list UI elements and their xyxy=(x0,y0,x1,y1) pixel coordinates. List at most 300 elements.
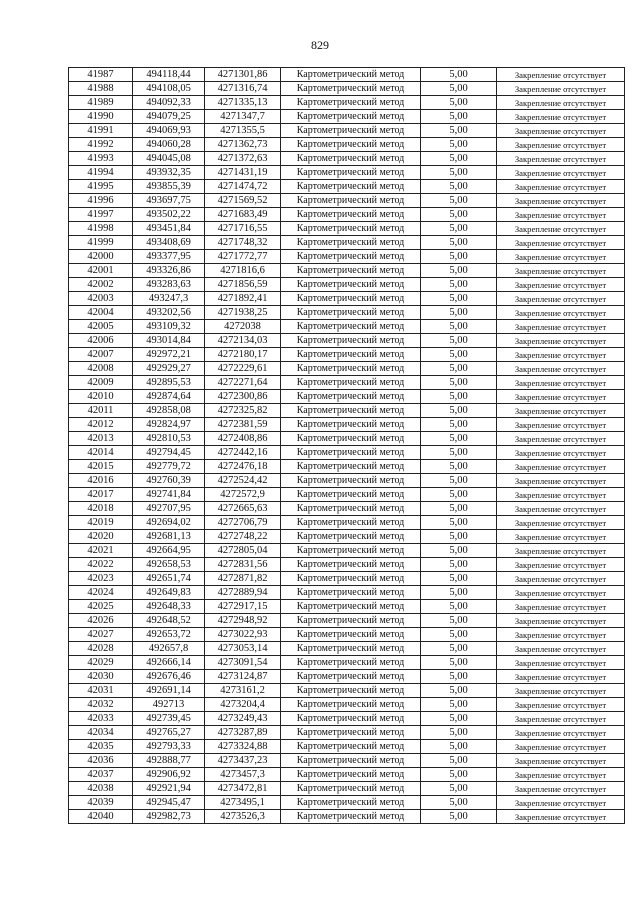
point-number-cell: 42030 xyxy=(69,670,133,684)
y-coordinate-cell: 4272871,82 xyxy=(205,572,281,586)
point-number-cell: 42022 xyxy=(69,558,133,572)
y-coordinate-cell: 4271335,13 xyxy=(205,96,281,110)
accuracy-cell: 5,00 xyxy=(421,656,497,670)
table-row xyxy=(69,124,625,138)
x-coordinate-cell: 493855,39 xyxy=(133,180,205,194)
y-coordinate-cell: 4271892,41 xyxy=(205,292,281,306)
method-cell: Картометрический метод xyxy=(281,376,421,390)
point-number-cell: 41987 xyxy=(69,68,133,82)
point-number-cell: 42019 xyxy=(69,516,133,530)
accuracy-cell: 5,00 xyxy=(421,82,497,96)
point-number-cell: 41989 xyxy=(69,96,133,110)
coordinates-table xyxy=(68,67,625,824)
y-coordinate-cell: 4271856,59 xyxy=(205,278,281,292)
method-cell: Картометрический метод xyxy=(281,628,421,642)
y-coordinate-cell: 4272805,04 xyxy=(205,544,281,558)
method-cell: Картометрический метод xyxy=(281,222,421,236)
table-row xyxy=(69,152,625,166)
fixation-cell: Закрепление отсутствует xyxy=(497,306,625,320)
table-row xyxy=(69,320,625,334)
method-cell: Картометрический метод xyxy=(281,110,421,124)
method-cell: Картометрический метод xyxy=(281,488,421,502)
y-coordinate-cell: 4272325,82 xyxy=(205,404,281,418)
table-row xyxy=(69,96,625,110)
x-coordinate-cell: 492713 xyxy=(133,698,205,712)
y-coordinate-cell: 4271938,25 xyxy=(205,306,281,320)
y-coordinate-cell: 4272134,03 xyxy=(205,334,281,348)
point-number-cell: 42021 xyxy=(69,544,133,558)
accuracy-cell: 5,00 xyxy=(421,754,497,768)
method-cell: Картометрический метод xyxy=(281,530,421,544)
fixation-cell: Закрепление отсутствует xyxy=(497,628,625,642)
method-cell: Картометрический метод xyxy=(281,166,421,180)
table-row xyxy=(69,782,625,796)
accuracy-cell: 5,00 xyxy=(421,642,497,656)
accuracy-cell: 5,00 xyxy=(421,726,497,740)
method-cell: Картометрический метод xyxy=(281,740,421,754)
x-coordinate-cell: 492888,77 xyxy=(133,754,205,768)
table-row xyxy=(69,726,625,740)
table-row xyxy=(69,530,625,544)
accuracy-cell: 5,00 xyxy=(421,446,497,460)
point-number-cell: 42006 xyxy=(69,334,133,348)
y-coordinate-cell: 4272271,64 xyxy=(205,376,281,390)
method-cell: Картометрический метод xyxy=(281,502,421,516)
y-coordinate-cell: 4271431,19 xyxy=(205,166,281,180)
fixation-cell: Закрепление отсутствует xyxy=(497,558,625,572)
x-coordinate-cell: 492982,73 xyxy=(133,810,205,824)
fixation-cell: Закрепление отсутствует xyxy=(497,418,625,432)
table-row xyxy=(69,236,625,250)
accuracy-cell: 5,00 xyxy=(421,390,497,404)
method-cell: Картометрический метод xyxy=(281,96,421,110)
fixation-cell: Закрепление отсутствует xyxy=(497,390,625,404)
fixation-cell: Закрепление отсутствует xyxy=(497,432,625,446)
point-number-cell: 42009 xyxy=(69,376,133,390)
y-coordinate-cell: 4272442,16 xyxy=(205,446,281,460)
fixation-cell: Закрепление отсутствует xyxy=(497,684,625,698)
coordinates-table-body xyxy=(69,68,625,824)
x-coordinate-cell: 494079,25 xyxy=(133,110,205,124)
y-coordinate-cell: 4271355,5 xyxy=(205,124,281,138)
point-number-cell: 42033 xyxy=(69,712,133,726)
accuracy-cell: 5,00 xyxy=(421,362,497,376)
point-number-cell: 42035 xyxy=(69,740,133,754)
table-row xyxy=(69,642,625,656)
method-cell: Картометрический метод xyxy=(281,670,421,684)
table-row xyxy=(69,614,625,628)
point-number-cell: 42001 xyxy=(69,264,133,278)
y-coordinate-cell: 4272229,61 xyxy=(205,362,281,376)
method-cell: Картометрический метод xyxy=(281,278,421,292)
y-coordinate-cell: 4273053,14 xyxy=(205,642,281,656)
y-coordinate-cell: 4273457,3 xyxy=(205,768,281,782)
x-coordinate-cell: 492666,14 xyxy=(133,656,205,670)
y-coordinate-cell: 4272038 xyxy=(205,320,281,334)
point-number-cell: 42025 xyxy=(69,600,133,614)
table-row xyxy=(69,600,625,614)
method-cell: Картометрический метод xyxy=(281,600,421,614)
accuracy-cell: 5,00 xyxy=(421,96,497,110)
y-coordinate-cell: 4271683,49 xyxy=(205,208,281,222)
accuracy-cell: 5,00 xyxy=(421,236,497,250)
method-cell: Картометрический метод xyxy=(281,194,421,208)
fixation-cell: Закрепление отсутствует xyxy=(497,544,625,558)
method-cell: Картометрический метод xyxy=(281,236,421,250)
point-number-cell: 42040 xyxy=(69,810,133,824)
y-coordinate-cell: 4272831,56 xyxy=(205,558,281,572)
y-coordinate-cell: 4273091,54 xyxy=(205,656,281,670)
method-cell: Картометрический метод xyxy=(281,586,421,600)
table-row xyxy=(69,712,625,726)
method-cell: Картометрический метод xyxy=(281,768,421,782)
accuracy-cell: 5,00 xyxy=(421,320,497,334)
table-row xyxy=(69,390,625,404)
y-coordinate-cell: 4272948,92 xyxy=(205,614,281,628)
table-row xyxy=(69,670,625,684)
method-cell: Картометрический метод xyxy=(281,544,421,558)
x-coordinate-cell: 493451,84 xyxy=(133,222,205,236)
table-row xyxy=(69,698,625,712)
accuracy-cell: 5,00 xyxy=(421,586,497,600)
x-coordinate-cell: 492681,13 xyxy=(133,530,205,544)
point-number-cell: 42017 xyxy=(69,488,133,502)
point-number-cell: 42023 xyxy=(69,572,133,586)
table-row xyxy=(69,460,625,474)
x-coordinate-cell: 494092,33 xyxy=(133,96,205,110)
accuracy-cell: 5,00 xyxy=(421,670,497,684)
y-coordinate-cell: 4272572,9 xyxy=(205,488,281,502)
point-number-cell: 42026 xyxy=(69,614,133,628)
method-cell: Картометрический метод xyxy=(281,684,421,698)
x-coordinate-cell: 492664,95 xyxy=(133,544,205,558)
x-coordinate-cell: 493326,86 xyxy=(133,264,205,278)
x-coordinate-cell: 492874,64 xyxy=(133,390,205,404)
accuracy-cell: 5,00 xyxy=(421,110,497,124)
accuracy-cell: 5,00 xyxy=(421,292,497,306)
y-coordinate-cell: 4272748,22 xyxy=(205,530,281,544)
method-cell: Картометрический метод xyxy=(281,432,421,446)
method-cell: Картометрический метод xyxy=(281,474,421,488)
table-row xyxy=(69,166,625,180)
point-number-cell: 42024 xyxy=(69,586,133,600)
fixation-cell: Закрепление отсутствует xyxy=(497,292,625,306)
method-cell: Картометрический метод xyxy=(281,320,421,334)
accuracy-cell: 5,00 xyxy=(421,698,497,712)
method-cell: Картометрический метод xyxy=(281,572,421,586)
y-coordinate-cell: 4272300,86 xyxy=(205,390,281,404)
x-coordinate-cell: 493697,75 xyxy=(133,194,205,208)
accuracy-cell: 5,00 xyxy=(421,810,497,824)
x-coordinate-cell: 493932,35 xyxy=(133,166,205,180)
x-coordinate-cell: 492657,8 xyxy=(133,642,205,656)
x-coordinate-cell: 492794,45 xyxy=(133,446,205,460)
fixation-cell: Закрепление отсутствует xyxy=(497,124,625,138)
page-number: 829 xyxy=(311,38,329,52)
y-coordinate-cell: 4272917,15 xyxy=(205,600,281,614)
accuracy-cell: 5,00 xyxy=(421,348,497,362)
fixation-cell: Закрепление отсутствует xyxy=(497,670,625,684)
x-coordinate-cell: 492779,72 xyxy=(133,460,205,474)
accuracy-cell: 5,00 xyxy=(421,152,497,166)
method-cell: Картометрический метод xyxy=(281,390,421,404)
point-number-cell: 42004 xyxy=(69,306,133,320)
x-coordinate-cell: 493014,84 xyxy=(133,334,205,348)
point-number-cell: 41995 xyxy=(69,180,133,194)
method-cell: Картометрический метод xyxy=(281,250,421,264)
table-row xyxy=(69,138,625,152)
table-row xyxy=(69,376,625,390)
y-coordinate-cell: 4271316,74 xyxy=(205,82,281,96)
x-coordinate-cell: 492810,53 xyxy=(133,432,205,446)
table-row xyxy=(69,656,625,670)
point-number-cell: 42027 xyxy=(69,628,133,642)
x-coordinate-cell: 492824,97 xyxy=(133,418,205,432)
x-coordinate-cell: 492739,45 xyxy=(133,712,205,726)
accuracy-cell: 5,00 xyxy=(421,502,497,516)
accuracy-cell: 5,00 xyxy=(421,334,497,348)
table-row xyxy=(69,264,625,278)
y-coordinate-cell: 4273249,43 xyxy=(205,712,281,726)
fixation-cell: Закрепление отсутствует xyxy=(497,698,625,712)
x-coordinate-cell: 492906,92 xyxy=(133,768,205,782)
fixation-cell: Закрепление отсутствует xyxy=(497,656,625,670)
y-coordinate-cell: 4272180,17 xyxy=(205,348,281,362)
fixation-cell: Закрепление отсутствует xyxy=(497,194,625,208)
x-coordinate-cell: 492929,27 xyxy=(133,362,205,376)
accuracy-cell: 5,00 xyxy=(421,208,497,222)
accuracy-cell: 5,00 xyxy=(421,194,497,208)
table-row xyxy=(69,208,625,222)
point-number-cell: 42039 xyxy=(69,796,133,810)
table-row xyxy=(69,334,625,348)
fixation-cell: Закрепление отсутствует xyxy=(497,516,625,530)
fixation-cell: Закрепление отсутствует xyxy=(497,68,625,82)
method-cell: Картометрический метод xyxy=(281,138,421,152)
point-number-cell: 42038 xyxy=(69,782,133,796)
table-row xyxy=(69,572,625,586)
table-row xyxy=(69,502,625,516)
y-coordinate-cell: 4271772,77 xyxy=(205,250,281,264)
table-row xyxy=(69,194,625,208)
x-coordinate-cell: 492741,84 xyxy=(133,488,205,502)
fixation-cell: Закрепление отсутствует xyxy=(497,110,625,124)
fixation-cell: Закрепление отсутствует xyxy=(497,810,625,824)
x-coordinate-cell: 492691,14 xyxy=(133,684,205,698)
method-cell: Картометрический метод xyxy=(281,124,421,138)
table-row xyxy=(69,544,625,558)
x-coordinate-cell: 493408,69 xyxy=(133,236,205,250)
point-number-cell: 41999 xyxy=(69,236,133,250)
fixation-cell: Закрепление отсутствует xyxy=(497,586,625,600)
y-coordinate-cell: 4271816,6 xyxy=(205,264,281,278)
fixation-cell: Закрепление отсутствует xyxy=(497,166,625,180)
accuracy-cell: 5,00 xyxy=(421,432,497,446)
table-row xyxy=(69,306,625,320)
table-row xyxy=(69,180,625,194)
y-coordinate-cell: 4273287,89 xyxy=(205,726,281,740)
method-cell: Картометрический метод xyxy=(281,208,421,222)
fixation-cell: Закрепление отсутствует xyxy=(497,600,625,614)
accuracy-cell: 5,00 xyxy=(421,138,497,152)
accuracy-cell: 5,00 xyxy=(421,782,497,796)
point-number-cell: 42032 xyxy=(69,698,133,712)
x-coordinate-cell: 493202,56 xyxy=(133,306,205,320)
accuracy-cell: 5,00 xyxy=(421,600,497,614)
point-number-cell: 42008 xyxy=(69,362,133,376)
fixation-cell: Закрепление отсутствует xyxy=(497,180,625,194)
accuracy-cell: 5,00 xyxy=(421,306,497,320)
accuracy-cell: 5,00 xyxy=(421,544,497,558)
x-coordinate-cell: 492648,33 xyxy=(133,600,205,614)
table-row xyxy=(69,222,625,236)
method-cell: Картометрический метод xyxy=(281,180,421,194)
accuracy-cell: 5,00 xyxy=(421,740,497,754)
fixation-cell: Закрепление отсутствует xyxy=(497,222,625,236)
y-coordinate-cell: 4271716,55 xyxy=(205,222,281,236)
accuracy-cell: 5,00 xyxy=(421,68,497,82)
fixation-cell: Закрепление отсутствует xyxy=(497,82,625,96)
point-number-cell: 42005 xyxy=(69,320,133,334)
point-number-cell: 42011 xyxy=(69,404,133,418)
point-number-cell: 42007 xyxy=(69,348,133,362)
y-coordinate-cell: 4273526,3 xyxy=(205,810,281,824)
point-number-cell: 42031 xyxy=(69,684,133,698)
method-cell: Картометрический метод xyxy=(281,334,421,348)
method-cell: Картометрический метод xyxy=(281,306,421,320)
accuracy-cell: 5,00 xyxy=(421,460,497,474)
table-row xyxy=(69,754,625,768)
table-row xyxy=(69,768,625,782)
point-number-cell: 42037 xyxy=(69,768,133,782)
method-cell: Картометрический метод xyxy=(281,614,421,628)
point-number-cell: 42002 xyxy=(69,278,133,292)
y-coordinate-cell: 4273472,81 xyxy=(205,782,281,796)
table-row xyxy=(69,110,625,124)
accuracy-cell: 5,00 xyxy=(421,180,497,194)
accuracy-cell: 5,00 xyxy=(421,124,497,138)
method-cell: Картометрический метод xyxy=(281,460,421,474)
y-coordinate-cell: 4271362,73 xyxy=(205,138,281,152)
fixation-cell: Закрепление отсутствует xyxy=(497,642,625,656)
method-cell: Картометрический метод xyxy=(281,82,421,96)
x-coordinate-cell: 493247,3 xyxy=(133,292,205,306)
method-cell: Картометрический метод xyxy=(281,68,421,82)
y-coordinate-cell: 4273204,4 xyxy=(205,698,281,712)
method-cell: Картометрический метод xyxy=(281,712,421,726)
y-coordinate-cell: 4271301,86 xyxy=(205,68,281,82)
y-coordinate-cell: 4272706,79 xyxy=(205,516,281,530)
point-number-cell: 41997 xyxy=(69,208,133,222)
fixation-cell: Закрепление отсутствует xyxy=(497,334,625,348)
table-row xyxy=(69,740,625,754)
accuracy-cell: 5,00 xyxy=(421,376,497,390)
table-row xyxy=(69,278,625,292)
accuracy-cell: 5,00 xyxy=(421,614,497,628)
x-coordinate-cell: 492651,74 xyxy=(133,572,205,586)
accuracy-cell: 5,00 xyxy=(421,488,497,502)
y-coordinate-cell: 4271748,32 xyxy=(205,236,281,250)
accuracy-cell: 5,00 xyxy=(421,166,497,180)
method-cell: Картометрический метод xyxy=(281,558,421,572)
method-cell: Картометрический метод xyxy=(281,418,421,432)
table-row xyxy=(69,810,625,824)
y-coordinate-cell: 4272524,42 xyxy=(205,474,281,488)
method-cell: Картометрический метод xyxy=(281,782,421,796)
fixation-cell: Закрепление отсутствует xyxy=(497,208,625,222)
y-coordinate-cell: 4273437,23 xyxy=(205,754,281,768)
x-coordinate-cell: 492858,08 xyxy=(133,404,205,418)
accuracy-cell: 5,00 xyxy=(421,768,497,782)
point-number-cell: 41998 xyxy=(69,222,133,236)
method-cell: Картометрический метод xyxy=(281,292,421,306)
accuracy-cell: 5,00 xyxy=(421,474,497,488)
x-coordinate-cell: 492945,47 xyxy=(133,796,205,810)
fixation-cell: Закрепление отсутствует xyxy=(497,460,625,474)
point-number-cell: 41988 xyxy=(69,82,133,96)
table-row xyxy=(69,628,625,642)
fixation-cell: Закрепление отсутствует xyxy=(497,712,625,726)
accuracy-cell: 5,00 xyxy=(421,222,497,236)
y-coordinate-cell: 4271372,63 xyxy=(205,152,281,166)
x-coordinate-cell: 494108,05 xyxy=(133,82,205,96)
fixation-cell: Закрепление отсутствует xyxy=(497,278,625,292)
x-coordinate-cell: 494060,28 xyxy=(133,138,205,152)
table-row xyxy=(69,82,625,96)
y-coordinate-cell: 4273161,2 xyxy=(205,684,281,698)
x-coordinate-cell: 492707,95 xyxy=(133,502,205,516)
accuracy-cell: 5,00 xyxy=(421,404,497,418)
method-cell: Картометрический метод xyxy=(281,796,421,810)
fixation-cell: Закрепление отсутствует xyxy=(497,740,625,754)
point-number-cell: 42028 xyxy=(69,642,133,656)
y-coordinate-cell: 4273495,1 xyxy=(205,796,281,810)
table-row xyxy=(69,586,625,600)
table-row xyxy=(69,558,625,572)
fixation-cell: Закрепление отсутствует xyxy=(497,754,625,768)
method-cell: Картометрический метод xyxy=(281,404,421,418)
x-coordinate-cell: 494045,08 xyxy=(133,152,205,166)
point-number-cell: 41993 xyxy=(69,152,133,166)
method-cell: Картометрический метод xyxy=(281,642,421,656)
x-coordinate-cell: 492793,33 xyxy=(133,740,205,754)
fixation-cell: Закрепление отсутствует xyxy=(497,236,625,250)
x-coordinate-cell: 492765,27 xyxy=(133,726,205,740)
fixation-cell: Закрепление отсутствует xyxy=(497,474,625,488)
fixation-cell: Закрепление отсутствует xyxy=(497,320,625,334)
method-cell: Картометрический метод xyxy=(281,726,421,740)
point-number-cell: 42015 xyxy=(69,460,133,474)
table-row xyxy=(69,348,625,362)
table-row xyxy=(69,404,625,418)
x-coordinate-cell: 492921,94 xyxy=(133,782,205,796)
point-number-cell: 42003 xyxy=(69,292,133,306)
method-cell: Картометрический метод xyxy=(281,446,421,460)
x-coordinate-cell: 492658,53 xyxy=(133,558,205,572)
table-row xyxy=(69,796,625,810)
table-row xyxy=(69,418,625,432)
method-cell: Картометрический метод xyxy=(281,362,421,376)
x-coordinate-cell: 492972,21 xyxy=(133,348,205,362)
y-coordinate-cell: 4272665,63 xyxy=(205,502,281,516)
y-coordinate-cell: 4272476,18 xyxy=(205,460,281,474)
point-number-cell: 42036 xyxy=(69,754,133,768)
table-row xyxy=(69,292,625,306)
x-coordinate-cell: 493283,63 xyxy=(133,278,205,292)
fixation-cell: Закрепление отсутствует xyxy=(497,572,625,586)
x-coordinate-cell: 493377,95 xyxy=(133,250,205,264)
table-row xyxy=(69,488,625,502)
